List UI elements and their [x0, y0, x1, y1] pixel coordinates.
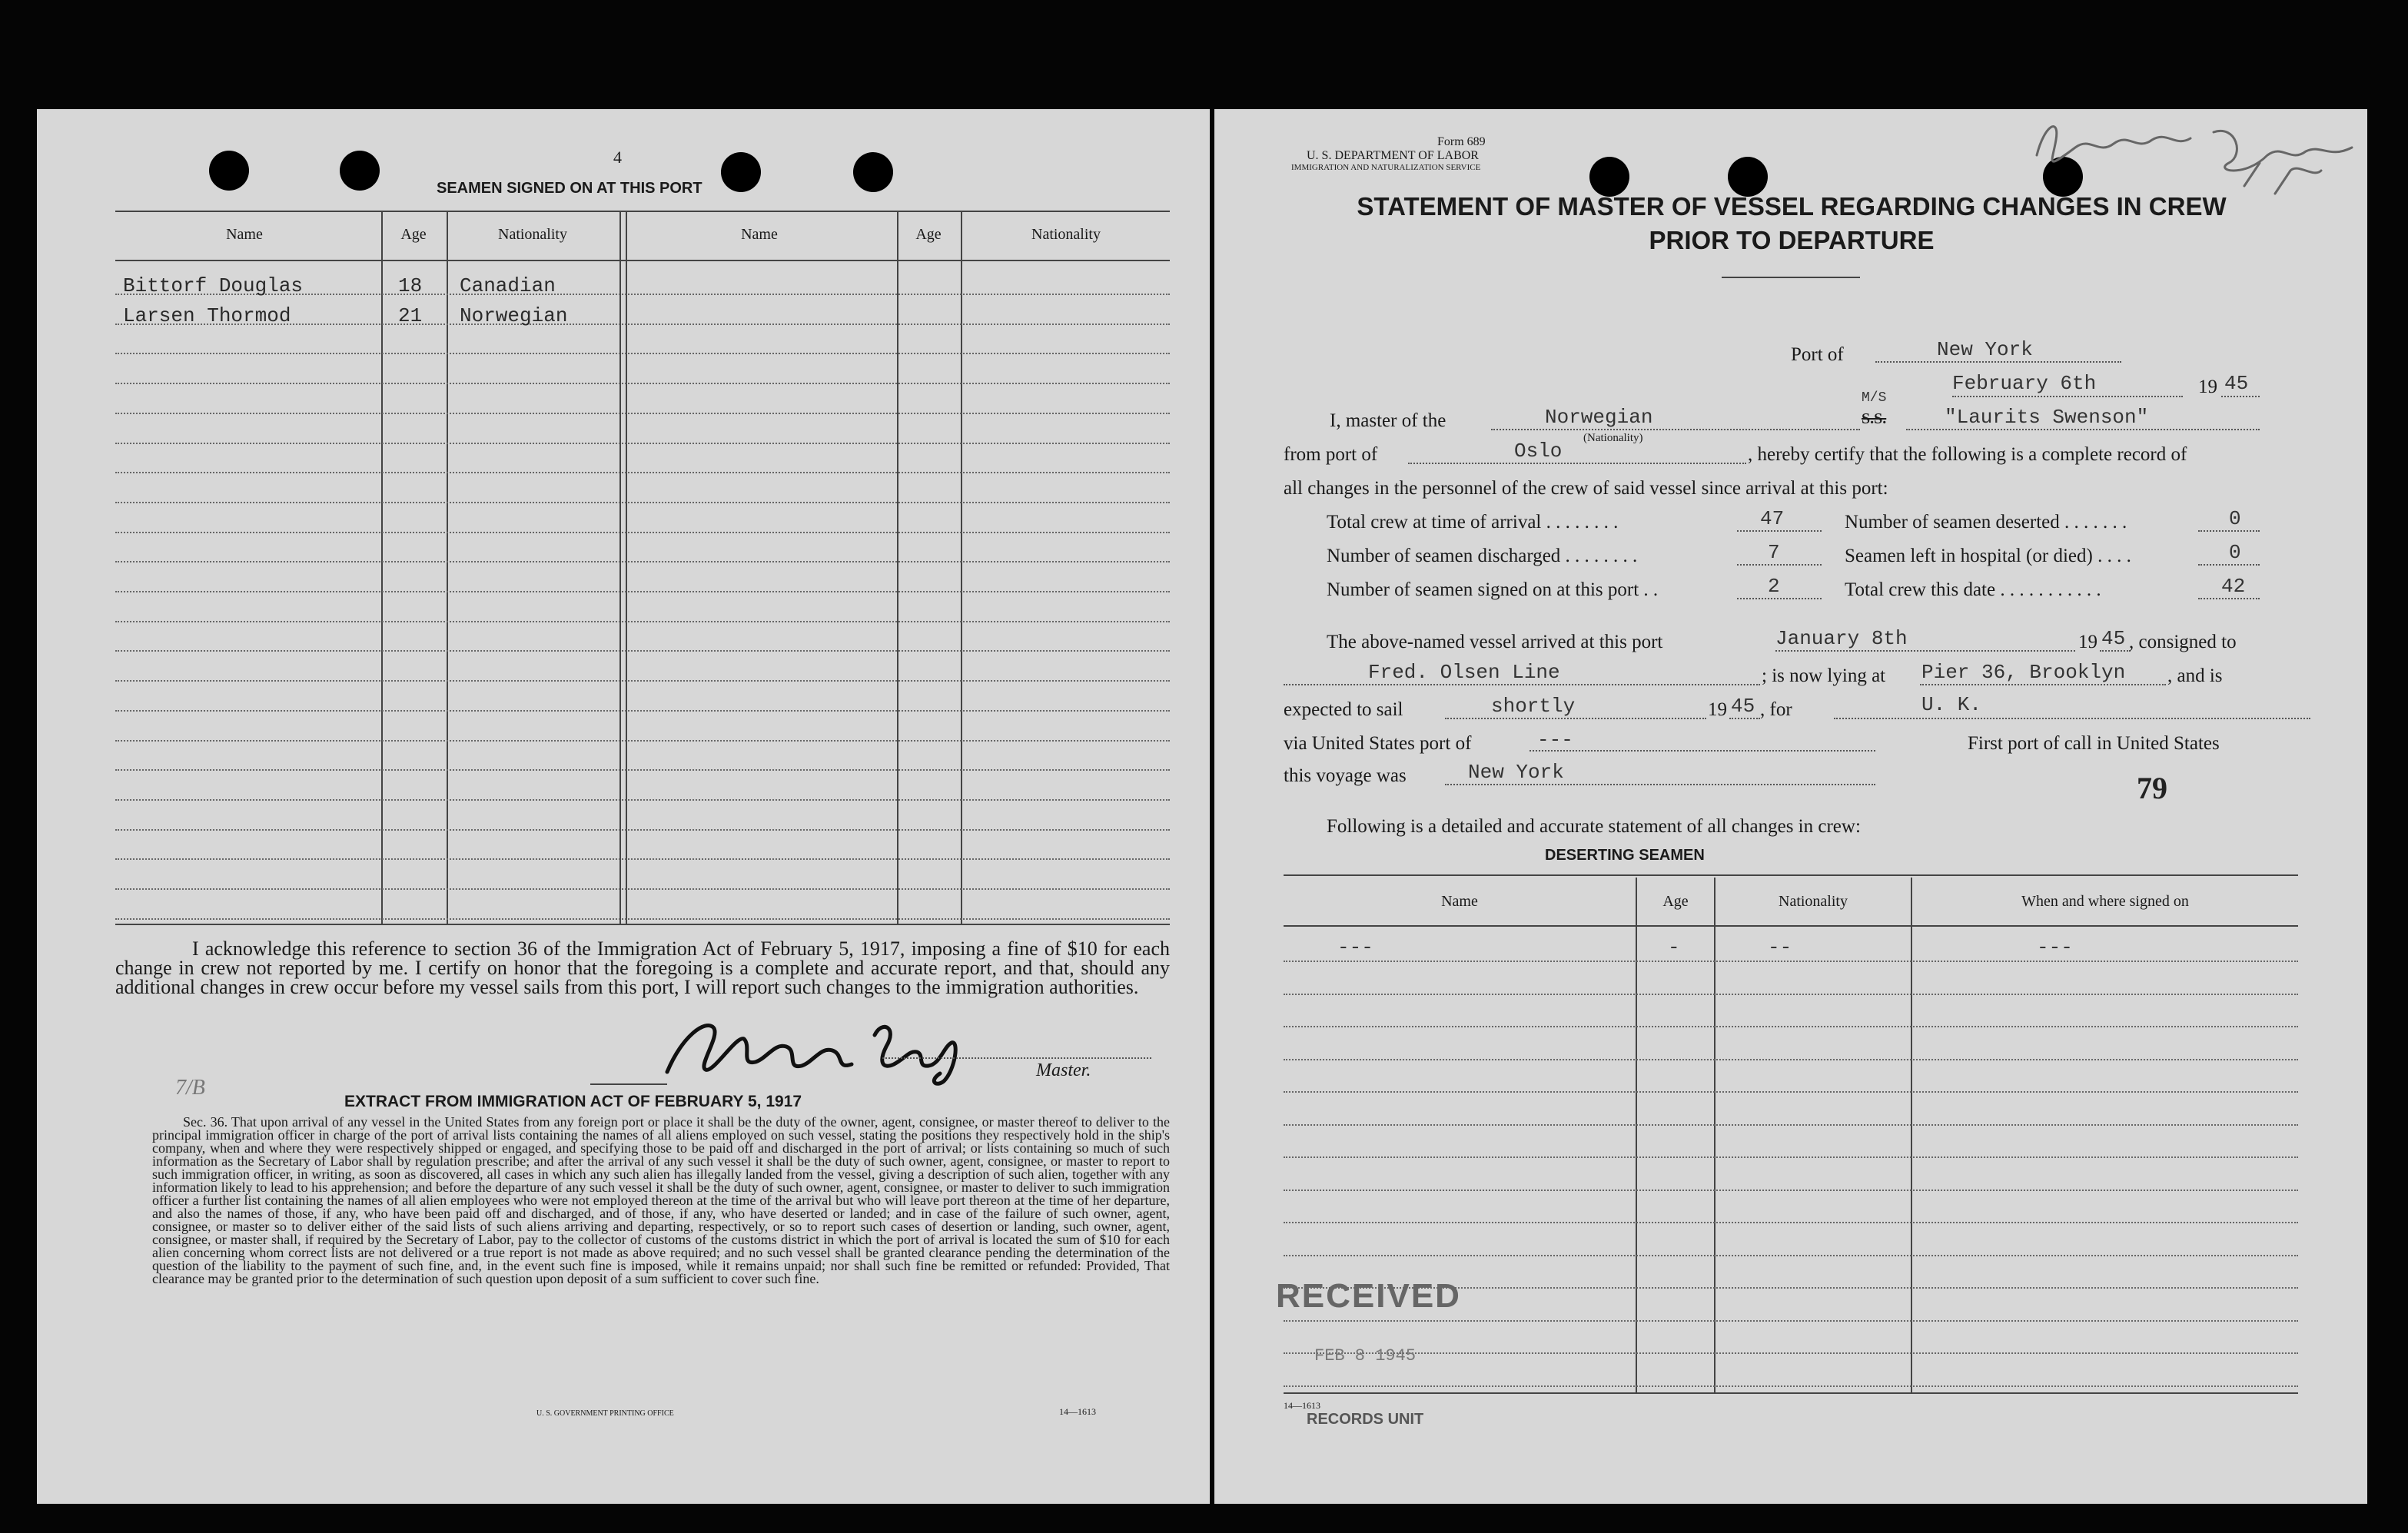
expected-value: shortly	[1491, 695, 1576, 718]
from-port-value: Oslo	[1514, 440, 1563, 463]
vessel-type-correction: M/S	[1862, 390, 1887, 406]
stat-label: Number of seamen discharged . . . . . . . .	[1327, 546, 1638, 566]
punch-hole	[1589, 157, 1629, 197]
row-rule	[115, 383, 1170, 384]
punch-hole	[721, 152, 761, 192]
col-header-name-2: Name	[741, 226, 778, 243]
row-rule	[115, 710, 1170, 712]
port-label: Port of	[1791, 344, 1844, 365]
voyage-value: New York	[1468, 761, 1564, 784]
form-number: Form 689	[1437, 135, 1486, 148]
extract-text: Sec. 36. That upon arrival of any vessel in the United States from any foreign port or place it shall be the duty of the owner, agent, consignee, or master thereof to deliver to the principal immigration officer in charge of the port of arrival lists containing the names of all aliens employed on such vessel, stating the positions they respectively hold in the ship's company, when and where they were respectively shipped or engaged, and specifying those to be paid off and discharged in the port of arrival; or lists containing so much of such information as the Secretary of Labor shall by regulation prescribe; and after the arrival of any such vessel it shall be the duty of such owner, agent, consignee, or master to report to such immigration officer, in writing, as soon as discovered, all cases in which any such alien has illegally landed from the vessel, giving a description of such alien, together with any information likely to lead to his apprehension; and before the departure of any such vessel it shall be the duty of such owner, agent, consignee, or master to deliver to such immigration officer a further list containing the names of all alien employees who were not employed thereon at the time of the arrival but who will leave port thereon at the time of her departure, and also the names of those, if any, who have been paid off and discharged, and of those, if any, who have deserted or landed; and in case of the failure of such owner, agent, consignee, or master so to deliver either of the said lists of such aliens arriving and departing, respectively, or so to report such cases of desertion or landing, such owner, agent, consignee, or master shall, if required by the Secretary of Labor, pay to the collector of customs of the customs district in which the port of arrival is located the sum of $10 for each alien concerning whom correct lists are not delivered or a true report is not made as above required; and no such vessel shall be granted clearance pending the determination of the question of the liability to the payment of such fine, and, in the event such fine is imposed, while it remains unpaid; nor shall such fine be remitted or refunded: Provided, That clearance may be granted prior to the determination of such question upon deposit of a sum sufficient to cover such fine.	[152, 1114, 1170, 1286]
row-rule	[115, 443, 1170, 444]
received-stamp: RECEIVED	[1276, 1277, 1461, 1315]
row-rule	[115, 740, 1170, 742]
master-signature	[652, 1004, 1005, 1089]
form-code-left: 14—1613	[1059, 1406, 1096, 1417]
desert-row-nationality: --	[1768, 936, 1792, 959]
desert-row-name: ---	[1337, 936, 1373, 959]
row-rule	[1284, 1222, 2298, 1223]
extract-title: EXTRACT FROM IMMIGRATION ACT OF FEBRUARY 5, 1917	[344, 1093, 802, 1110]
row-rule	[115, 680, 1170, 682]
form-title-line2: PRIOR TO DEPARTURE	[1649, 226, 1935, 254]
row-rule	[115, 799, 1170, 801]
form-title-line1: STATEMENT OF MASTER OF VESSEL REGARDING CHANGES IN CREW	[1357, 192, 2227, 221]
row-name: Bittorf Douglas	[123, 274, 304, 297]
punch-hole	[1728, 157, 1768, 197]
stat-value: 0	[2229, 541, 2241, 564]
page-number: 4	[613, 148, 622, 167]
row-rule	[115, 561, 1170, 562]
stat-label: Total crew at time of arrival . . . . . . . .	[1327, 512, 1619, 533]
desert-col-when: When and where signed on	[2021, 893, 2189, 910]
right-page	[1214, 109, 2367, 1504]
row-rule	[115, 918, 1170, 920]
col-header-nationality: Nationality	[498, 226, 567, 243]
for-value: U. K.	[1921, 693, 1982, 716]
row-rule	[1284, 961, 2298, 962]
row-rule	[115, 650, 1170, 652]
form-code-right: 14—1613	[1284, 1400, 1320, 1411]
punch-hole	[209, 151, 249, 191]
row-rule	[115, 858, 1170, 860]
first-port-label: First port of call in United States	[1968, 733, 2220, 754]
for-label: , for	[1760, 699, 1792, 720]
row-rule	[115, 621, 1170, 622]
consignee: Fred. Olsen Line	[1368, 661, 1560, 684]
service: IMMIGRATION AND NATURALIZATION SERVICE	[1291, 163, 1481, 172]
row-rule	[1284, 1091, 2298, 1093]
via-value: ---	[1537, 728, 1573, 752]
row-name: Larsen Thormod	[123, 304, 291, 327]
row-rule	[115, 472, 1170, 473]
year-prefix: 19	[2078, 632, 2097, 652]
printing-office: U. S. GOVERNMENT PRINTING OFFICE	[536, 1409, 674, 1418]
row-rule	[1284, 1156, 2298, 1158]
expected-label: expected to sail	[1284, 699, 1403, 720]
row-rule	[115, 413, 1170, 414]
row-rule	[115, 769, 1170, 771]
row-rule	[1284, 1026, 2298, 1027]
desert-col-name: Name	[1441, 893, 1478, 910]
row-nationality: Norwegian	[460, 304, 568, 327]
department: U. S. DEPARTMENT OF LABOR	[1307, 149, 1479, 162]
master-label: Master.	[1036, 1060, 1091, 1080]
arrived-date: January 8th	[1775, 627, 1908, 650]
from-port-label: from port of	[1284, 444, 1378, 465]
row-rule	[115, 888, 1170, 890]
nationality-caption: (Nationality)	[1583, 432, 1643, 444]
handwritten-corner	[2014, 109, 2367, 201]
row-rule	[1284, 1124, 2298, 1126]
lying-value: Pier 36, Brooklyn	[1921, 661, 2126, 684]
margin-note: 7/B	[175, 1076, 205, 1100]
desert-col-age: Age	[1662, 893, 1689, 910]
nationality-value: Norwegian	[1545, 406, 1653, 429]
stat-label: Number of seamen deserted . . . . . . .	[1845, 512, 2127, 533]
lying-label: ; is now lying at	[1762, 665, 1886, 686]
certify-text: , hereby certify that the following is a complete record of	[1748, 444, 2187, 465]
and-is: , and is	[2167, 665, 2223, 686]
row-rule	[1284, 1352, 2298, 1354]
stat-value: 7	[1768, 541, 1780, 564]
date-value: February 6th	[1952, 372, 2097, 395]
vessel-name: "Laurits Swenson"	[1945, 406, 2149, 429]
voyage-label: this voyage was	[1284, 765, 1407, 786]
stat-value: 42	[2221, 575, 2246, 598]
via-label: via United States port of	[1284, 733, 1472, 754]
following-text: Following is a detailed and accurate statement of all changes in crew:	[1327, 816, 1861, 837]
year-prefix: 19	[1708, 699, 1727, 720]
year-prefix: 19	[2198, 377, 2217, 397]
stat-value: 2	[1768, 575, 1780, 598]
row-rule	[115, 829, 1170, 831]
row-rule	[1284, 994, 2298, 995]
stat-value: 0	[2229, 507, 2241, 530]
changes-text: all changes in the personnel of the crew of said vessel since arrival at this port:	[1284, 478, 1888, 499]
desert-row-age: -	[1668, 936, 1680, 959]
section-title: SEAMEN SIGNED ON AT THIS PORT	[437, 180, 702, 197]
col-header-name: Name	[226, 226, 263, 243]
col-header-age: Age	[400, 226, 427, 243]
left-page	[37, 109, 1210, 1504]
row-rule	[1284, 1385, 2298, 1387]
col-header-nationality-2: Nationality	[1031, 226, 1101, 243]
row-nationality: Canadian	[460, 274, 556, 297]
stat-value: 47	[1760, 507, 1785, 530]
row-rule	[1284, 1059, 2298, 1060]
stat-label: Number of seamen signed on at this port . .	[1327, 579, 1659, 600]
stamp-number: 79	[2137, 771, 2167, 805]
desert-row-when: ---	[2037, 936, 2073, 959]
row-rule	[1284, 1255, 2298, 1256]
arrived-label: The above-named vessel arrived at this port	[1327, 632, 1663, 652]
punch-hole	[853, 152, 893, 192]
received-date: FEB 8 1945	[1314, 1346, 1417, 1365]
stat-label: Seamen left in hospital (or died) . . . .	[1845, 546, 2131, 566]
year-value: 45	[2224, 372, 2249, 395]
row-rule	[115, 353, 1170, 354]
deserting-title: DESERTING SEAMEN	[1545, 847, 1705, 864]
row-rule	[115, 591, 1170, 592]
row-rule	[1284, 1320, 2298, 1322]
acknowledgement-text: I acknowledge this reference to section 36 of the Immigration Act of February 5, 1917, imposing a fine of $10 for each change in crew not reported by me. I certify on honor that the foregoing is a complete and accurate report, and that, should any additional changes in crew occur before my vessel sails from this port, I will report such changes to the immigration authorities.	[115, 937, 1170, 998]
row-rule	[115, 502, 1170, 503]
vessel-type: S.S.	[1862, 410, 1887, 427]
desert-col-nationality: Nationality	[1779, 893, 1848, 910]
punch-hole	[340, 151, 380, 191]
row-rule	[115, 532, 1170, 533]
consigned-label: , consigned to	[2129, 632, 2237, 652]
port-value: New York	[1937, 338, 2033, 361]
sail-year: 45	[1731, 695, 1755, 718]
row-age: 21	[398, 304, 423, 327]
master-of-label: I, master of the	[1330, 410, 1446, 431]
stat-label: Total crew this date . . . . . . . . . . .	[1845, 579, 2101, 600]
arrived-year: 45	[2101, 627, 2126, 650]
col-header-age-2: Age	[915, 226, 942, 243]
row-age: 18	[398, 274, 423, 297]
records-unit-stamp: RECORDS UNIT	[1307, 1411, 1424, 1428]
row-rule	[1284, 1190, 2298, 1191]
